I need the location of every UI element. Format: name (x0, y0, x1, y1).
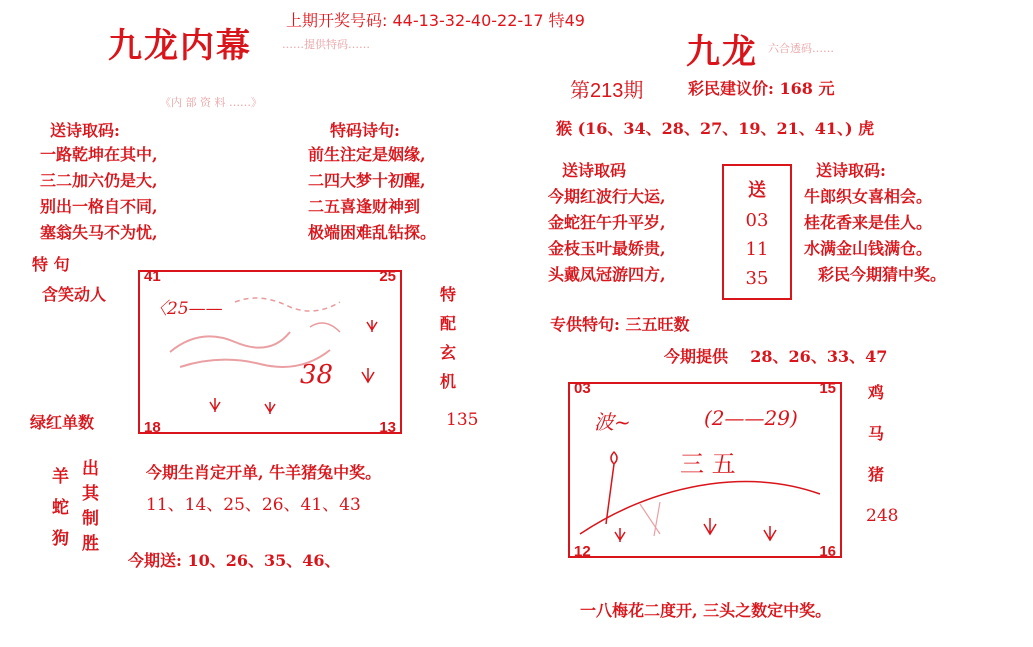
send-code: 03 (745, 210, 769, 231)
left-title: 九龙内幕 (108, 26, 252, 66)
poem-line: 彩民今期猜中奖。 (818, 265, 947, 284)
zodiac-char: 羊 (52, 467, 69, 487)
mystic-char: 玄 (440, 343, 457, 362)
mystic-label (440, 282, 456, 392)
animal-char: 马 (868, 424, 885, 443)
animals (868, 380, 884, 485)
corner-bottom-left: 18 (144, 419, 161, 436)
right-box-sketch (570, 384, 840, 556)
zodiac-mid (82, 454, 99, 554)
poem-line: 头戴凤冠游四方, (548, 265, 666, 284)
animal-char: 猪 (868, 465, 885, 484)
animals-number: 248 (866, 506, 899, 526)
zodiac-numbers: 11、14、25、26、41、43 (146, 495, 361, 515)
poem-line: 极端困难乱钻探。 (308, 223, 437, 242)
last-draw-header (286, 8, 585, 31)
poem-line: 今期红波行大运, (548, 187, 666, 206)
corner-top-right: 25 (379, 268, 396, 285)
zodiac-char: 出 (82, 459, 99, 479)
right-poem-right (804, 184, 946, 288)
mystic-char: 机 (440, 372, 457, 391)
poem-line: 三二加六仍是大, (40, 171, 158, 190)
zodiac-text: 今期生肖定开单, 牛羊猪兔中奖。 (146, 463, 382, 482)
mystic-char: 特 (440, 285, 457, 304)
poem-line: 二五喜逢财神到 (308, 197, 421, 216)
corner-top-right: 15 (819, 380, 836, 397)
last-draw-label: 上期开奖号码: (286, 11, 388, 30)
corner-bottom-right: 16 (819, 543, 836, 560)
zodiac-char: 其 (82, 484, 99, 504)
poem-line: 二四大梦十初醒, (308, 171, 426, 190)
footer-line: 一八梅花二度开, 三头之数定中奖。 (580, 601, 832, 620)
corner-bottom-right: 13 (379, 419, 396, 436)
left-subtitle: ……提供特码…… (282, 38, 370, 51)
left-special-poem (308, 142, 436, 246)
special-phrase: 含笑动人 (42, 285, 107, 304)
corner-top-left: 41 (144, 268, 161, 285)
special-phrase-title: 特 句 (32, 255, 70, 274)
zodiac-left (52, 462, 69, 549)
monkey-tiger-line: 猴 (16、34、28、27、19、21、41、) 虎 (556, 119, 875, 138)
exclusive-special: 专供特句: 三五旺数 (550, 315, 690, 334)
left-picture-box (138, 270, 402, 434)
mystic-number: 135 (446, 410, 479, 430)
box-wave: 波~ (594, 410, 631, 434)
this-period-send: 今期送: 10、26、35、46、 (128, 551, 341, 570)
poem-line: 别出一格自不同, (40, 197, 158, 216)
left-special-poem-title: 特码诗句: (330, 121, 400, 140)
poem-line: 金蛇狂午升平岁, (548, 213, 666, 232)
last-draw-special: 特49 (548, 11, 585, 30)
right-subtitle: 六合透码…… (768, 42, 834, 55)
green-red-odd: 绿红单数 (30, 413, 95, 432)
poem-line: 水满金山钱满仓。 (804, 239, 933, 258)
left-send-poem-title: 送诗取码: (50, 121, 120, 140)
poem-line: 金枝玉叶最娇贵, (548, 239, 666, 258)
poem-line: 一路乾坤在其中, (40, 145, 158, 164)
poem-line: 前生注定是姻缘, (308, 145, 426, 164)
right-poem-left (548, 184, 666, 288)
animal-char: 鸡 (868, 383, 885, 402)
box-scribble: (2——29) (704, 406, 798, 430)
box-scribble: 〈25—— (150, 299, 223, 319)
corner-bottom-left: 12 (574, 543, 591, 560)
box-text: 三 五 (680, 450, 736, 478)
right-title: 九龙 (686, 32, 758, 72)
right-send-poem-title-right: 送诗取码: (816, 161, 886, 180)
period-number: 第213期 (570, 80, 644, 102)
suggested-price: 彩民建议价: 168 元 (688, 79, 835, 98)
send-code-box (722, 164, 792, 300)
zodiac-char: 蛇 (52, 498, 69, 518)
left-send-poem (40, 142, 158, 246)
zodiac-char: 制 (82, 509, 99, 529)
right-send-poem-title-left: 送诗取码 (562, 161, 627, 180)
send-code: 35 (745, 268, 769, 289)
right-picture-box (568, 382, 842, 558)
last-draw-numbers: 44-13-32-40-22-17 (392, 11, 544, 30)
left-bracket-note: 《内 部 资 料 ……》 (160, 96, 262, 109)
poem-line: 桂花香来是佳人。 (804, 213, 933, 232)
zodiac-char: 胜 (82, 534, 99, 554)
send-code: 11 (745, 239, 769, 260)
corner-top-left: 03 (574, 380, 591, 397)
send-char: 送 (748, 180, 766, 201)
zodiac-char: 狗 (52, 529, 69, 549)
this-period-provide: 今期提供 28、26、33、47 (664, 347, 888, 366)
mystic-char: 配 (440, 314, 457, 333)
box-number: 38 (300, 360, 334, 390)
poem-line: 塞翁失马不为忧, (40, 223, 158, 242)
poem-line: 牛郎织女喜相会。 (804, 187, 933, 206)
left-box-sketch (140, 272, 400, 432)
